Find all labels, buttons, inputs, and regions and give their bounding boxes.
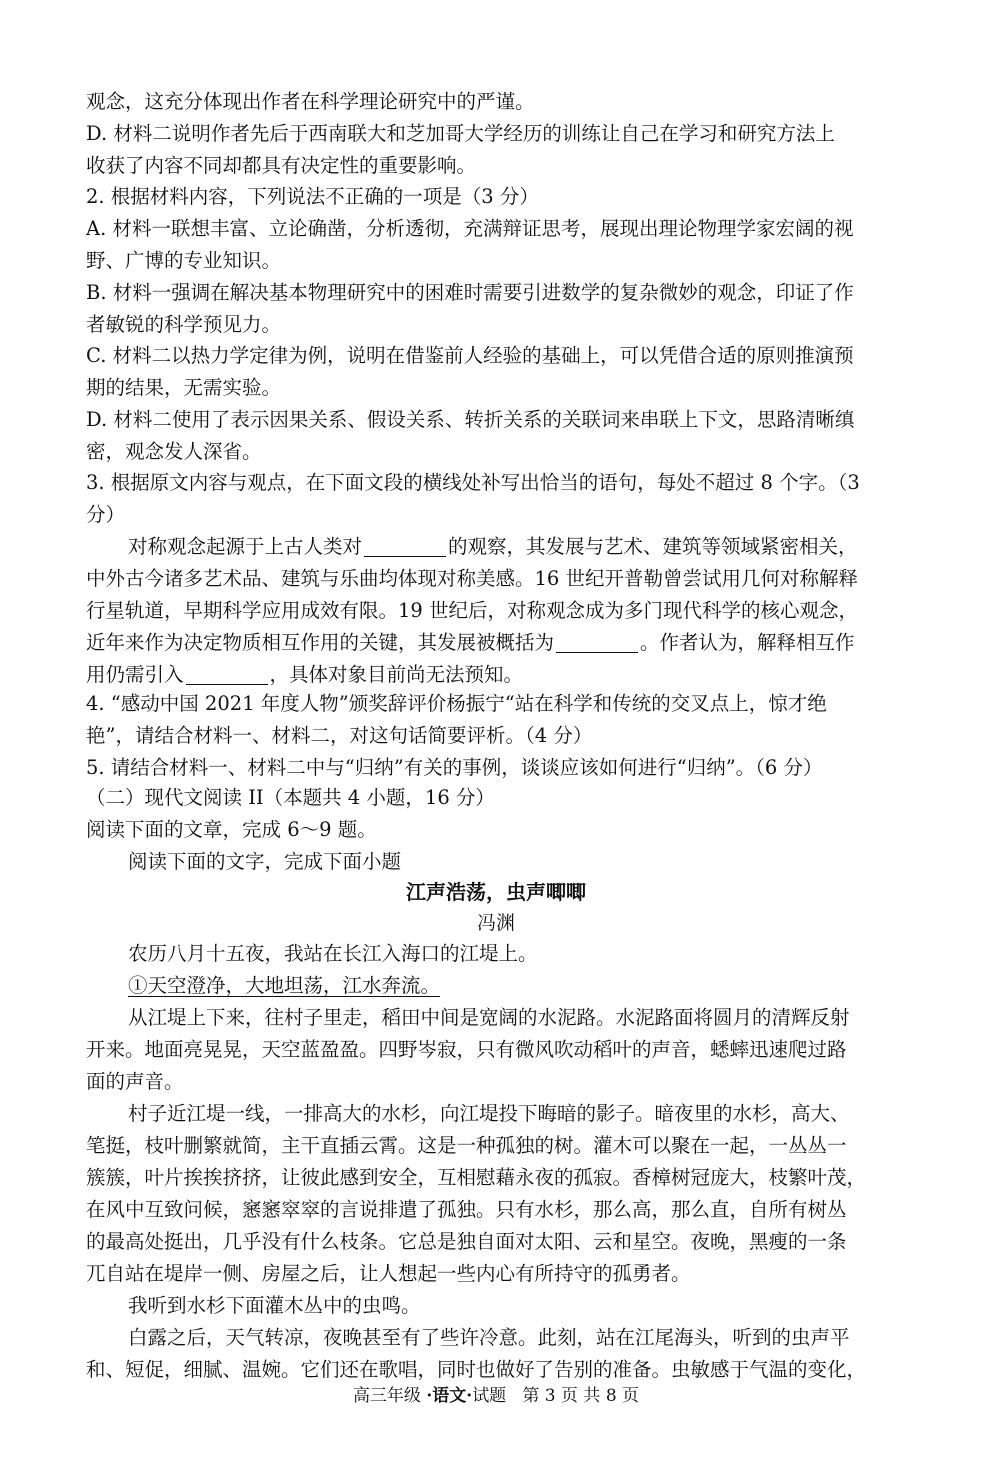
footer-kind: 试题 <box>472 1386 507 1406</box>
q1-option-d-tail: 观念，这充分体现出作者在科学理论研究中的严谨。 <box>86 90 535 113</box>
section-heading: （二）现代文阅读 II（本题共 4 小题，16 分） <box>86 786 495 809</box>
answer-blank-2[interactable] <box>556 630 638 653</box>
answer-blank-1[interactable] <box>364 534 446 557</box>
q3-passage-text: 的观察，其发展与艺术、建筑等领域紧密相关， <box>448 535 858 558</box>
article-title: 江声浩荡，虫声唧唧 <box>406 880 586 904</box>
footer-grade: 高三年级 <box>352 1386 421 1406</box>
answer-blank-3[interactable] <box>186 662 268 685</box>
q2-stem: 2. 根据材料内容，下列说法不正确的一项是（3 分） <box>86 185 539 208</box>
q5-question: 5. 请结合材料一、材料二中与“归纳”有关的事例，谈谈应该如何进行“归纳”。（6 分） <box>86 756 823 779</box>
q3-passage-text: 用仍需引入 <box>86 663 184 686</box>
q3-passage-line4 <box>86 627 912 659</box>
q1-option-d-line1: D. 材料二说明作者先后于西南联大和芝加哥大学经历的训练让自己在学习和研究方法上 <box>86 122 835 145</box>
article-paragraph-2 <box>128 970 912 1002</box>
article-paragraph-3-line3: 面的声音。 <box>86 1070 184 1093</box>
section-instruction: 阅读下面的文章，完成 6～9 题。 <box>86 818 377 841</box>
q3-stem-line2: 分） <box>86 503 126 526</box>
article-paragraph-3-line1: 从江堤上下来，往村子里走，稻田中间是宽阔的水泥路。水泥路面将圆月的清辉反射 <box>128 1006 850 1029</box>
article-paragraph-4-line1: 村子近江堤一线，一排高大的水杉，向江堤投下晦暗的影子。暗夜里的水杉，高大、 <box>128 1102 850 1125</box>
q3-passage-text: 近年来作为决定物质相互作用的关键，其发展被概括为 <box>86 631 555 654</box>
q3-passage-text: 对称观念起源于上古人类对 <box>128 535 363 558</box>
reading-instruction: 阅读下面的文字，完成下面小题 <box>128 850 402 873</box>
q2-option-c-line1: C. 材料二以热力学定律为例，说明在借鉴前人经验的基础上，可以凭借合适的原则推演预 <box>86 344 854 367</box>
q3-passage-text: ，具体对象目前尚无法预知。 <box>269 663 524 686</box>
article-paragraph-4-line6: 兀自站在堤岸一侧、房屋之后，让人想起一些内心有所持守的孤勇者。 <box>86 1262 691 1285</box>
q2-option-c-line2: 期的结果，无需实验。 <box>86 376 282 399</box>
q4-line2: 艳”，请结合材料一、材料二，对这句话简要评析。（4 分） <box>86 724 593 747</box>
article-paragraph-3-line2: 开来。地面亮晃晃，天空蓝盈盈。四野岑寂，只有微风吹动稻叶的声音，蟋蟀迅速爬过路 <box>86 1038 847 1061</box>
article-paragraph-5: 我听到水杉下面灌木丛中的虫鸣。 <box>128 1294 421 1317</box>
footer-dot: · <box>426 1386 433 1406</box>
article-paragraph-4-line5: 的最高处挺出，几乎没有什么枝条。它总是独自面对太阳、云和星空。夜晚，黑瘦的一条 <box>86 1230 847 1253</box>
article-paragraph-6-line1: 白露之后，天气转凉，夜晚甚至有了些许冷意。此刻，站在江尾海头，听到的虫声平 <box>128 1326 850 1349</box>
q3-passage-line1 <box>128 531 912 563</box>
q2-option-d-line2: 密，观念发人深省。 <box>86 440 262 463</box>
q3-passage-line2: 中外古今诸多艺术品、建筑与乐曲均体现对称美感。16 世纪开普勒曾尝试用几何对称解释 <box>86 567 859 590</box>
q1-option-d-line2: 收获了内容不同却都具有决定性的重要影响。 <box>86 154 477 177</box>
q3-stem-line1: 3. 根据原文内容与观点，在下面文段的横线处补写出恰当的语句，每处不超过 8 个字。（3 <box>86 471 860 494</box>
footer-subject: 语文 <box>432 1386 467 1406</box>
article-paragraph-1: 农历八月十五夜，我站在长江入海口的江堤上。 <box>128 942 538 965</box>
q2-option-b-line1: B. 材料一强调在解决基本物理研究中的困难时需要引进数学的复杂微妙的观念，印证了作 <box>86 281 854 304</box>
q2-option-d-line1: D. 材料二使用了表示因果关系、假设关系、转折关系的关联词来串联上下文，思路清晰缜 <box>86 408 855 431</box>
q3-passage-line3: 行星轨道，早期科学应用成效有限。19 世纪后，对称观念成为多门现代科学的核心观念， <box>86 599 859 622</box>
q2-option-a-line1: A. 材料一联想丰富、立论确凿，分析透彻，充满辩证思考，展现出理论物理学家宏阔的视 <box>86 217 854 240</box>
article-paragraph-4-line4: 在风中互致问候，窸窸窣窣的言说排遣了孤独。只有水杉，那么高，那么直，自所有树丛 <box>86 1198 847 1221</box>
page-footer <box>0 1382 992 1410</box>
footer-pagination: 第 3 页 共 8 页 <box>522 1386 640 1406</box>
q4-line1: 4. “感动中国 2021 年度人物”颁奖辞评价杨振宁“站在科学和传统的交叉点上，惊才绝 <box>86 692 827 715</box>
article-paragraph-4-line2: 笔挺，枝叶删繁就简，主干直插云霄。这是一种孤独的树。灌木可以聚在一起，一丛丛一 <box>86 1134 847 1157</box>
article-paragraph-4-line3: 簇簇，叶片挨挨挤挤，让彼此感到安全，互相慰藉永夜的孤寂。香樟树冠庞大，枝繁叶茂， <box>86 1166 867 1189</box>
footer-dot: · <box>466 1386 473 1406</box>
q3-passage-text: 。作者认为，解释相互作 <box>640 631 855 654</box>
q2-option-b-line2: 者敏锐的科学预见力。 <box>86 313 282 336</box>
article-author: 冯渊 <box>476 912 515 934</box>
article-paragraph-6-line2: 和、短促，细腻、温婉。它们还在歌唱，同时也做好了告别的准备。虫敏感于气温的变化， <box>86 1358 867 1381</box>
underlined-sentence: ①天空澄净，大地坦荡，江水奔流。 <box>128 974 441 997</box>
q2-option-a-line2: 野、广博的专业知识。 <box>86 249 282 272</box>
q3-passage-line5 <box>86 659 912 691</box>
